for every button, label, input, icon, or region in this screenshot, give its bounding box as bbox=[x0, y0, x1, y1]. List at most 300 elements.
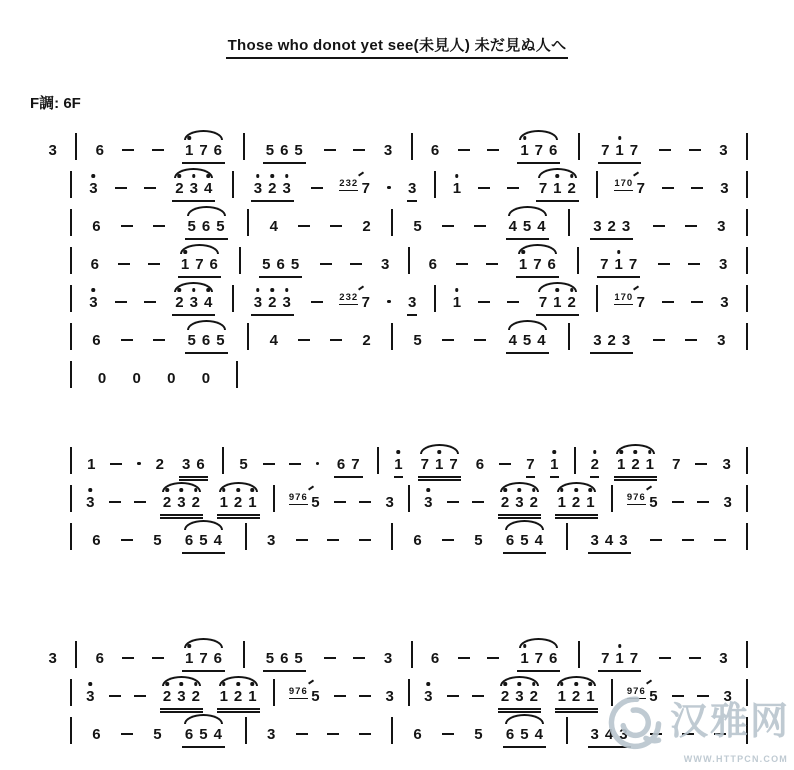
note-digits bbox=[311, 689, 320, 705]
note-digits bbox=[153, 533, 162, 549]
barline bbox=[75, 133, 77, 160]
note-digit: 0 bbox=[201, 370, 211, 387]
note-group bbox=[48, 143, 57, 159]
note-group bbox=[239, 457, 248, 473]
note-digit: 7 bbox=[199, 142, 208, 159]
note-digit: 1 bbox=[217, 495, 231, 511]
slur-arc bbox=[174, 168, 213, 178]
note-group bbox=[723, 495, 732, 511]
note-digit: 3 bbox=[722, 456, 731, 473]
slur-arc bbox=[518, 244, 557, 254]
note-digits bbox=[498, 689, 541, 710]
note-digits bbox=[719, 257, 728, 273]
note-group bbox=[90, 257, 99, 273]
note-digit: 4 bbox=[201, 295, 215, 311]
note-digit: 1 bbox=[394, 456, 403, 473]
sustain-dash bbox=[334, 501, 346, 504]
slur-arc bbox=[508, 320, 547, 330]
note-digit: 5 bbox=[520, 726, 529, 743]
sustain-dash bbox=[110, 463, 122, 466]
note-group bbox=[362, 219, 371, 235]
note-group bbox=[474, 533, 483, 549]
note-digit: 0 bbox=[132, 370, 141, 387]
slur-arc bbox=[500, 482, 539, 492]
note-group bbox=[503, 727, 546, 748]
barline bbox=[408, 247, 410, 274]
note-digit: 7 bbox=[601, 142, 610, 159]
slur-arc bbox=[184, 130, 223, 140]
barline bbox=[70, 323, 72, 350]
sustain-dash bbox=[153, 225, 165, 228]
note-digits bbox=[217, 689, 260, 710]
note-digit: 7 bbox=[628, 256, 638, 273]
note-group bbox=[452, 181, 461, 197]
sustain-dash bbox=[659, 657, 671, 660]
note-group bbox=[153, 533, 162, 549]
note-digit: 4 bbox=[213, 726, 222, 743]
note-digit: 1 bbox=[182, 143, 196, 159]
sustain-dash bbox=[115, 301, 127, 304]
note-digits bbox=[95, 651, 104, 667]
note-digit: 6 bbox=[92, 218, 101, 235]
sustain-dash bbox=[289, 463, 301, 466]
slur-arc bbox=[500, 676, 539, 686]
note-digit: 6 bbox=[92, 332, 101, 349]
note-digit: 6 bbox=[184, 532, 194, 549]
note-digit: 7 bbox=[538, 294, 548, 311]
note-digit: 5 bbox=[199, 532, 208, 549]
note-digit: 1 bbox=[245, 495, 259, 511]
note-digits bbox=[550, 457, 559, 478]
note-digits bbox=[182, 727, 225, 748]
note-group bbox=[385, 689, 394, 705]
note-group bbox=[259, 257, 302, 278]
note-digit: 7 bbox=[420, 456, 429, 473]
barline bbox=[232, 285, 234, 312]
rest-note bbox=[167, 371, 176, 387]
sustain-dash bbox=[662, 301, 674, 304]
note-digits bbox=[153, 727, 162, 743]
note-digits bbox=[311, 495, 320, 511]
note-group bbox=[717, 333, 726, 349]
note-digits bbox=[361, 181, 370, 197]
note-digit: 3 bbox=[383, 650, 393, 667]
note-digit: 5 bbox=[294, 650, 303, 667]
note-digit: 2 bbox=[498, 495, 512, 511]
slur-arc bbox=[187, 206, 226, 216]
note-group bbox=[217, 495, 260, 516]
sustain-dash bbox=[296, 539, 308, 542]
note-group bbox=[719, 143, 728, 159]
note-group bbox=[555, 689, 598, 710]
note-digit: 7 bbox=[361, 294, 370, 311]
note-digit: 7 bbox=[534, 650, 544, 667]
barline bbox=[70, 285, 72, 312]
note-digit: 7 bbox=[351, 456, 360, 473]
note-digit: 3 bbox=[590, 532, 599, 549]
slur-arc bbox=[162, 482, 201, 492]
note-digit: 6 bbox=[505, 726, 515, 743]
note-group bbox=[48, 651, 57, 667]
barline bbox=[245, 717, 247, 744]
slur-arc bbox=[219, 482, 258, 492]
note-digits bbox=[598, 651, 641, 672]
score-line bbox=[48, 204, 748, 242]
note-digits bbox=[251, 181, 294, 202]
note-digits bbox=[381, 257, 390, 273]
note-digit: 6 bbox=[413, 532, 422, 549]
note-digits bbox=[428, 257, 437, 273]
note-group bbox=[720, 181, 729, 197]
barline bbox=[273, 679, 275, 706]
note-digit: 7 bbox=[449, 456, 458, 473]
sustain-dash bbox=[456, 263, 468, 266]
note-digit: 5 bbox=[413, 218, 422, 235]
grace-notes: 170 bbox=[614, 292, 634, 303]
note-group bbox=[428, 257, 437, 273]
note-digit: 4 bbox=[534, 532, 543, 549]
grace-notes: 976 bbox=[288, 686, 308, 697]
barline bbox=[391, 717, 393, 744]
note-digit: 5 bbox=[294, 142, 303, 159]
note-digit: 3 bbox=[720, 180, 729, 197]
note-group bbox=[92, 333, 101, 349]
watermark bbox=[606, 693, 790, 764]
sustain-dash bbox=[685, 225, 697, 228]
note-digit: 5 bbox=[520, 532, 529, 549]
note-group bbox=[452, 295, 461, 311]
barline bbox=[746, 209, 748, 236]
barline bbox=[578, 133, 580, 160]
barline bbox=[239, 247, 241, 274]
note-group bbox=[614, 178, 646, 198]
barline bbox=[70, 485, 72, 512]
barline bbox=[746, 485, 748, 512]
sustain-dash bbox=[653, 225, 665, 228]
note-digit: 7 bbox=[361, 180, 370, 197]
note-digits bbox=[48, 651, 57, 667]
note-digit: 3 bbox=[619, 726, 628, 743]
note-digit: 6 bbox=[209, 256, 218, 273]
sustain-dash bbox=[486, 263, 498, 266]
note-digit: 2 bbox=[607, 218, 616, 235]
note-digit: 5 bbox=[187, 332, 196, 349]
barline bbox=[411, 641, 413, 668]
note-digit: 4 bbox=[537, 332, 546, 349]
note-digit: 5 bbox=[216, 218, 225, 235]
slur-arc bbox=[505, 520, 544, 530]
note-digit: 7 bbox=[601, 650, 610, 667]
note-digits bbox=[185, 219, 228, 240]
note-digit: 2 bbox=[527, 689, 541, 705]
note-group bbox=[182, 533, 225, 554]
note-group bbox=[92, 533, 101, 549]
sustain-dash bbox=[109, 695, 121, 698]
note-digit: 3 bbox=[590, 726, 599, 743]
note-digit: 6 bbox=[90, 256, 99, 273]
note-group bbox=[598, 143, 641, 164]
note-digits bbox=[362, 333, 371, 349]
note-digit: 3 bbox=[719, 142, 728, 159]
barline bbox=[232, 171, 234, 198]
watermark-row bbox=[606, 693, 790, 751]
sustain-dash bbox=[691, 187, 703, 190]
slur-arc bbox=[505, 714, 544, 724]
sustain-dash bbox=[109, 501, 121, 504]
note-digit: 5 bbox=[265, 650, 275, 667]
grace-notes: 976 bbox=[626, 686, 646, 697]
note-digit: 2 bbox=[172, 295, 186, 311]
note-group bbox=[182, 651, 225, 672]
note-digits bbox=[334, 457, 363, 478]
note-digits bbox=[649, 495, 658, 511]
key-signature-label: F調: 6F bbox=[30, 95, 81, 112]
note-digit: 3 bbox=[385, 494, 394, 511]
note-digit: 2 bbox=[590, 456, 599, 473]
barline bbox=[247, 209, 249, 236]
note-digit: 3 bbox=[407, 180, 417, 197]
note-digits bbox=[474, 533, 483, 549]
note-digit: 4 bbox=[534, 726, 543, 743]
note-digit: 7 bbox=[600, 256, 609, 273]
note-group bbox=[383, 143, 392, 159]
barline bbox=[391, 323, 393, 350]
note-digit: 6 bbox=[95, 650, 104, 667]
note-digit: 5 bbox=[290, 256, 300, 273]
note-digit: 6 bbox=[430, 650, 440, 667]
sustain-dash bbox=[474, 339, 486, 342]
note-digit: 3 bbox=[723, 494, 732, 511]
barline bbox=[273, 485, 275, 512]
note-digit: 1 bbox=[432, 457, 446, 473]
note-digit: 6 bbox=[280, 142, 289, 159]
sustain-dash bbox=[327, 539, 339, 542]
sustain-dash bbox=[650, 539, 662, 542]
note-digit: 5 bbox=[413, 332, 422, 349]
sustain-dash bbox=[324, 657, 336, 660]
barline bbox=[222, 447, 224, 474]
note-group bbox=[185, 219, 228, 240]
note-digit: 6 bbox=[201, 332, 211, 349]
note-group bbox=[269, 333, 278, 349]
sustain-dash bbox=[121, 733, 133, 736]
note-digit: 3 bbox=[48, 650, 57, 667]
note-digits bbox=[413, 533, 422, 549]
note-digit: 6 bbox=[413, 726, 422, 743]
note-digits bbox=[723, 495, 732, 511]
note-group bbox=[394, 457, 403, 478]
note-digits bbox=[506, 333, 549, 354]
slur-arc bbox=[174, 282, 213, 292]
rest-note bbox=[201, 371, 210, 387]
note-group bbox=[172, 295, 215, 316]
note-digit: 3 bbox=[424, 494, 433, 511]
barline bbox=[391, 209, 393, 236]
note-group bbox=[385, 495, 394, 511]
note-digit: 1 bbox=[178, 257, 192, 273]
note-digit: 5 bbox=[262, 256, 271, 273]
note-group bbox=[362, 333, 371, 349]
note-group bbox=[598, 651, 641, 672]
note-group bbox=[719, 257, 728, 273]
note-digits bbox=[95, 143, 104, 159]
score-line bbox=[48, 128, 748, 166]
note-group bbox=[550, 457, 559, 478]
note-digit: 0 bbox=[167, 370, 176, 387]
note-digit: 7 bbox=[636, 294, 646, 311]
sustain-dash bbox=[682, 539, 694, 542]
note-group bbox=[474, 727, 483, 743]
barline bbox=[577, 247, 579, 274]
note-digit: 3 bbox=[719, 256, 728, 273]
note-digits bbox=[90, 257, 99, 273]
note-digits bbox=[719, 143, 728, 159]
note-group bbox=[614, 457, 657, 478]
note-digit: 7 bbox=[636, 180, 646, 197]
note-group bbox=[407, 181, 416, 202]
barline bbox=[746, 447, 748, 474]
note-digit: 3 bbox=[48, 142, 57, 159]
sustain-dash bbox=[714, 539, 726, 542]
note-digits bbox=[263, 651, 306, 672]
note-digit: 7 bbox=[526, 456, 535, 473]
barline bbox=[70, 717, 72, 744]
note-digits bbox=[383, 651, 392, 667]
note-group bbox=[720, 295, 729, 311]
sustain-dash bbox=[324, 149, 336, 152]
note-group bbox=[172, 181, 215, 202]
barline bbox=[377, 447, 379, 474]
note-digits bbox=[614, 457, 657, 478]
note-digits bbox=[239, 457, 248, 473]
note-digit: 2 bbox=[565, 295, 579, 311]
note-digit: 3 bbox=[267, 726, 276, 743]
note-digits bbox=[717, 219, 726, 235]
note-digit: 2 bbox=[160, 495, 174, 511]
score-line bbox=[48, 318, 748, 356]
barline bbox=[70, 679, 72, 706]
sustain-dash bbox=[507, 187, 519, 190]
note-digit: 1 bbox=[612, 143, 626, 159]
note-group bbox=[590, 333, 633, 354]
augmentation-dot bbox=[387, 300, 391, 304]
slur-arc bbox=[519, 130, 558, 140]
note-digits bbox=[160, 689, 203, 710]
note-digits bbox=[430, 651, 439, 667]
note-digit: 6 bbox=[547, 256, 556, 273]
note-digits bbox=[452, 295, 461, 311]
note-digit: 2 bbox=[155, 456, 164, 473]
note-digit: 3 bbox=[717, 218, 726, 235]
note-digit: 3 bbox=[720, 294, 729, 311]
note-digit: 3 bbox=[717, 332, 726, 349]
sustain-dash bbox=[148, 263, 160, 266]
note-digit: 1 bbox=[517, 143, 531, 159]
barline bbox=[70, 209, 72, 236]
note-digits bbox=[172, 295, 215, 316]
sustain-dash bbox=[474, 225, 486, 228]
note-digit: 6 bbox=[92, 726, 101, 743]
barline bbox=[746, 133, 748, 160]
note-digit: 7 bbox=[534, 142, 544, 159]
sustain-dash bbox=[115, 187, 127, 190]
sustain-dash bbox=[330, 339, 342, 342]
slur-arc bbox=[538, 282, 577, 292]
note-digits bbox=[407, 181, 416, 202]
note-digits bbox=[132, 371, 141, 387]
note-digit: 3 bbox=[385, 688, 394, 705]
barline bbox=[70, 361, 72, 388]
barline bbox=[746, 641, 748, 668]
note-digit: 5 bbox=[153, 726, 162, 743]
note-digit: 1 bbox=[550, 295, 564, 311]
note-digits bbox=[413, 219, 422, 235]
note-digits bbox=[498, 495, 541, 516]
rest-note bbox=[97, 371, 106, 387]
barline bbox=[566, 523, 568, 550]
note-digit: 4 bbox=[604, 532, 614, 549]
note-digits bbox=[385, 689, 394, 705]
note-digit: 0 bbox=[97, 370, 107, 387]
barline bbox=[746, 523, 748, 550]
note-digit: 6 bbox=[336, 456, 346, 473]
note-digits bbox=[263, 143, 306, 164]
note-digits bbox=[172, 181, 215, 202]
barline bbox=[75, 641, 77, 668]
sustain-dash bbox=[499, 463, 511, 466]
note-digit: 3 bbox=[512, 495, 526, 511]
note-digit: 6 bbox=[475, 456, 485, 473]
note-digit: 7 bbox=[199, 650, 208, 667]
note-digits bbox=[267, 533, 276, 549]
note-digit: 3 bbox=[86, 688, 95, 705]
note-digits bbox=[430, 143, 439, 159]
note-digit: 3 bbox=[182, 456, 191, 473]
note-group bbox=[614, 292, 646, 312]
note-digits bbox=[590, 333, 633, 354]
note-digits bbox=[361, 295, 370, 311]
note-group bbox=[155, 457, 164, 473]
note-digit: 3 bbox=[89, 180, 98, 197]
note-digit: 5 bbox=[311, 688, 320, 705]
note-digits bbox=[720, 295, 729, 311]
note-group bbox=[160, 689, 203, 710]
barline bbox=[596, 285, 598, 312]
note-digits bbox=[160, 495, 203, 516]
note-digit: 6 bbox=[276, 256, 285, 273]
note-digits bbox=[636, 295, 645, 311]
note-digit: 3 bbox=[619, 532, 628, 549]
note-digits bbox=[722, 457, 731, 473]
note-digit: 7 bbox=[195, 256, 204, 273]
note-digit: 2 bbox=[189, 495, 203, 511]
note-digit: 5 bbox=[311, 494, 320, 511]
note-digits bbox=[526, 457, 535, 478]
note-digit: 3 bbox=[187, 295, 201, 311]
note-digit: 1 bbox=[516, 257, 530, 273]
note-group bbox=[424, 495, 433, 511]
note-digits bbox=[259, 257, 302, 278]
note-group bbox=[87, 457, 96, 473]
note-digit: 2 bbox=[362, 332, 371, 349]
note-digit: 2 bbox=[160, 689, 174, 705]
note-digit: 1 bbox=[643, 457, 657, 473]
note-digit: 2 bbox=[265, 181, 279, 197]
note-group bbox=[498, 495, 541, 516]
note-digits bbox=[87, 457, 96, 473]
sustain-dash bbox=[487, 149, 499, 152]
note-digit: 3 bbox=[251, 181, 265, 197]
